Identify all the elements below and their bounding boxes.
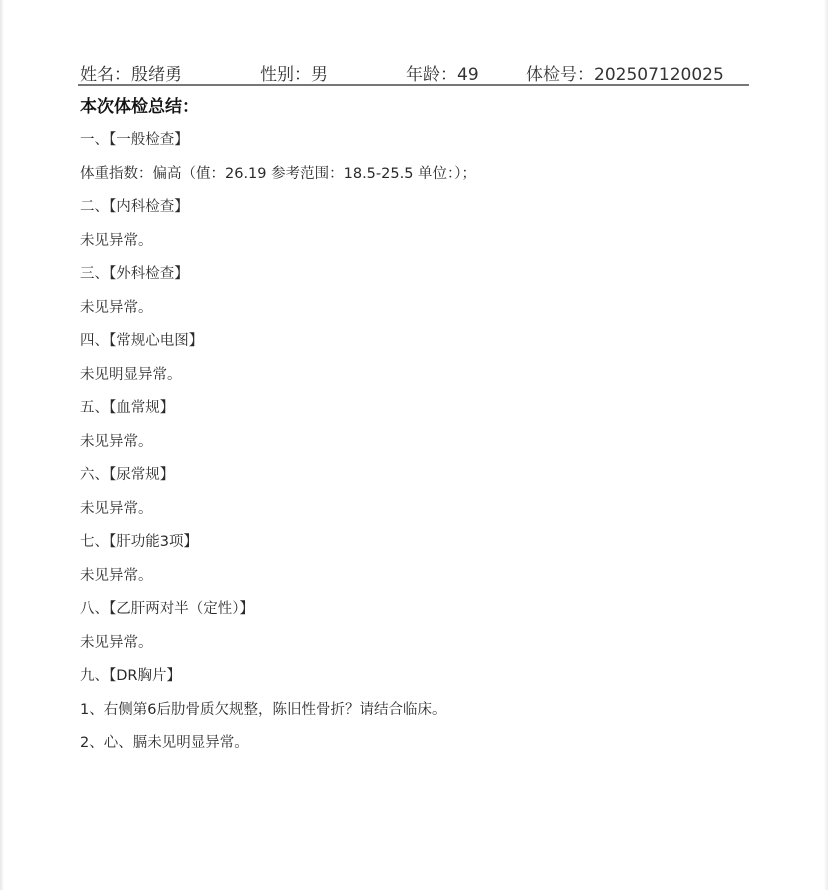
patient-age: 年龄：49 [406,65,479,85]
exam-id: 体检号：202507120025 [526,65,724,85]
section-result: 2、心、膈未见明显异常。 [80,735,249,751]
report-header [80,60,748,86]
section-result: 1、右侧第6后肋骨质欠规整，陈旧性骨折？请结合临床。 [80,701,447,718]
section-heading: 四、【常规心电图】 [80,333,204,349]
section-result: 未见明显异常。 [80,366,182,383]
section-result: 未见异常。 [80,567,153,584]
summary-title: 本次体检总结： [80,97,199,117]
section-heading: 三、【外科检查】 [80,266,189,282]
section-heading: 一、【一般检查】 [80,132,189,148]
section-heading: 八、【乙肝两对半（定性）】 [80,601,254,617]
header-divider [78,84,749,86]
section-heading: 六、【尿常规】 [80,467,175,483]
section-result: 未见异常。 [80,500,153,517]
page-edge-left [0,0,4,890]
section-result: 未见异常。 [80,299,153,316]
patient-gender: 性别：男 [260,65,328,85]
section-result: 未见异常。 [80,634,153,651]
section-result: 未见异常。 [80,433,153,450]
patient-name: 姓名：殷绪勇 [80,65,182,85]
page-edge-right [824,0,828,890]
section-heading: 五、【血常规】 [80,400,175,416]
section-heading: 七、【肝功能3项】 [80,534,198,550]
section-result: 未见异常。 [80,232,153,249]
section-heading: 二、【内科检查】 [80,199,189,215]
section-result: 体重指数：偏高（值：26.19 参考范围：18.5-25.5 单位：）； [80,165,477,182]
summary-content [80,128,780,765]
section-heading: 九、【DR胸片】 [80,668,181,684]
